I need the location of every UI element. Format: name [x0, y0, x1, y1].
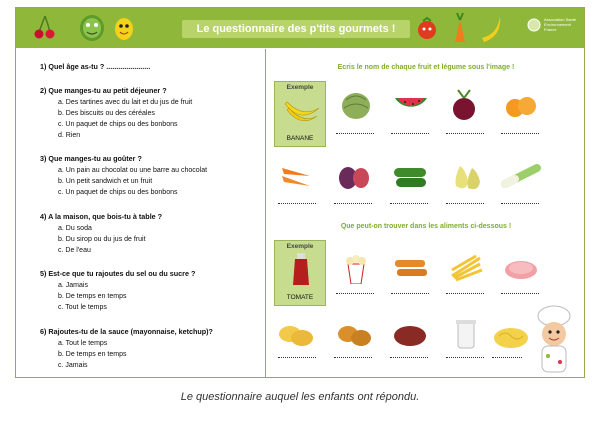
option-a: a. Jamais — [58, 282, 88, 289]
example-box-ketchup — [274, 240, 326, 306]
tomato-character-icon — [416, 13, 438, 43]
column-divider — [265, 49, 266, 378]
answer-line[interactable] — [336, 293, 374, 294]
page-title: Le questionnaire des p'tits gourmets ! — [182, 20, 410, 38]
questionnaire-sheet — [15, 7, 585, 378]
question-title: 2) Que manges-tu au petit déjeuner ? — [40, 86, 167, 95]
answer-line-example — [284, 146, 322, 147]
option-a: a. Du soda — [58, 225, 92, 232]
question-3 — [40, 155, 207, 197]
burger-patty-icon — [390, 316, 430, 350]
option-b: b. De temps en temps — [58, 293, 127, 300]
cucumbers-icon — [390, 158, 430, 192]
option-a: a. Tout le temps — [58, 340, 108, 347]
answer-line[interactable] — [391, 293, 429, 294]
chef-mascot-icon — [526, 304, 582, 376]
question-title: 5) Est-ce que tu rajoutes du sel ou du sucre ? — [40, 269, 196, 278]
answer-line[interactable] — [390, 203, 428, 204]
example-label: Exemple — [286, 243, 314, 250]
question-title: 1) Quel âge as-tu ? ...................... — [40, 62, 151, 71]
figs-icon — [334, 158, 374, 192]
lemon-character-icon — [112, 13, 136, 43]
title-banner — [16, 8, 584, 48]
answer-line[interactable] — [492, 357, 522, 358]
example-box-banana — [274, 81, 326, 147]
option-a: a. Un pain au chocolat ou une barre au chocolat — [58, 167, 208, 174]
answer-line[interactable] — [446, 203, 484, 204]
answer-line[interactable] — [501, 133, 539, 134]
fruits-heading: Ecris le nom de chaque fruit et légume sous l'image ! — [337, 64, 515, 71]
oranges-icon — [501, 88, 541, 122]
answer-line[interactable] — [501, 203, 539, 204]
question-title: 3) Que manges-tu au goûter ? — [40, 154, 142, 163]
option-a: a. Des tartines avec du lait et du jus de fruit — [58, 99, 193, 106]
option-b: b. Des biscuits ou des céréales — [58, 110, 155, 117]
option-c: c. Jamais — [58, 362, 88, 369]
leek-icon — [501, 158, 541, 192]
option-b: b. De temps en temps — [58, 351, 127, 358]
answer-line[interactable] — [278, 357, 316, 358]
watermelon-icon — [391, 88, 431, 122]
fish-sticks-icon — [391, 250, 431, 284]
artichoke-icon — [336, 88, 376, 122]
answer-line[interactable] — [334, 357, 372, 358]
association-logo-icon — [526, 17, 542, 33]
pears-icon — [446, 158, 486, 192]
ham-icon — [501, 250, 541, 284]
banana-icon — [281, 94, 321, 126]
ketchup-bottle-icon — [289, 253, 313, 287]
popcorn-icon — [336, 250, 376, 284]
option-b: b. Du sirop ou du jus de fruit — [58, 236, 146, 243]
cherries-icon — [34, 14, 56, 42]
chips-icon — [276, 316, 316, 350]
foods-heading: Que peut-on trouver dans les aliments ci-dessous ! — [340, 223, 512, 230]
answer-line[interactable] — [446, 133, 484, 134]
example-label: Exemple — [286, 84, 314, 91]
carrot-character-icon — [452, 12, 468, 44]
question-6 — [40, 328, 213, 370]
answer-line[interactable] — [391, 133, 429, 134]
option-c: c. De l'eau — [58, 247, 91, 254]
answer-line[interactable] — [446, 293, 484, 294]
figure-caption: Le questionnaire auquel les enfants ont répondu. — [180, 391, 420, 403]
question-5 — [40, 270, 195, 312]
option-c: c. Un paquet de chips ou des bonbons — [58, 121, 178, 128]
question-1 — [40, 63, 150, 72]
example-name: BANANE — [286, 135, 314, 142]
answer-line[interactable] — [390, 357, 428, 358]
yogurt-icon — [446, 316, 486, 350]
example-name: TOMATE — [286, 294, 314, 301]
option-c: c. Un paquet de chips ou des bonbons — [58, 189, 178, 196]
fries-icon — [446, 250, 486, 284]
question-4 — [40, 213, 162, 255]
answer-line[interactable] — [501, 293, 539, 294]
answer-line[interactable] — [278, 203, 316, 204]
question-2 — [40, 87, 192, 140]
beetroot-icon — [446, 88, 486, 122]
nuggets-icon — [334, 316, 374, 350]
carrots-icon — [276, 158, 316, 192]
banana-character-icon — [478, 12, 504, 44]
pasta-icon — [491, 316, 531, 350]
option-c: c. Tout le temps — [58, 304, 107, 311]
association-name: Association Santé Environnement France — [544, 17, 577, 32]
option-b: b. Un petit sandwich et un fruit — [58, 178, 153, 185]
answer-line[interactable] — [446, 357, 484, 358]
melon-character-icon — [78, 11, 106, 43]
question-title: 4) A la maison, que bois-tu à table ? — [40, 212, 163, 221]
answer-line[interactable] — [334, 203, 372, 204]
question-title: 6) Rajoutes-tu de la sauce (mayonnaise, ketchup)? — [40, 327, 213, 336]
answer-line[interactable] — [336, 133, 374, 134]
option-d: d. Rien — [58, 132, 81, 139]
